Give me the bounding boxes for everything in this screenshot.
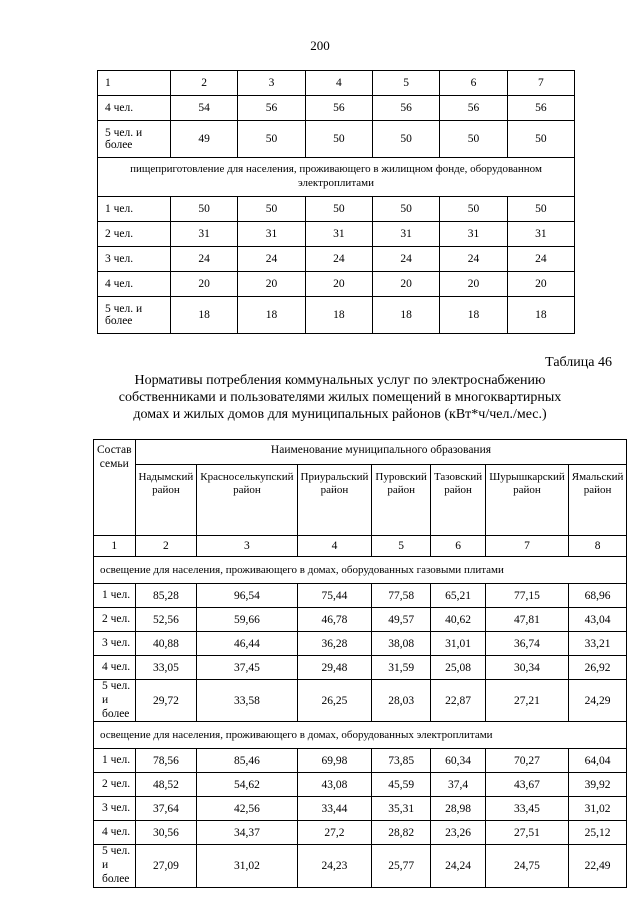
table-cell: 27,21 — [486, 680, 569, 722]
row-label: 3 чел. — [98, 247, 171, 272]
table-cell: 25,08 — [430, 656, 485, 680]
table-cell: 85,28 — [135, 584, 197, 608]
table-cell: 24 — [440, 247, 507, 272]
table-cell: 18 — [305, 297, 372, 334]
table-cell: 43,67 — [486, 773, 569, 797]
row-label: 2 чел. — [94, 773, 136, 797]
table-cell: 24,29 — [568, 680, 627, 722]
table-cell: 20 — [238, 272, 305, 297]
table-cell: 56 — [372, 96, 439, 121]
table-title: Нормативы потребления коммунальных услуг по электроснабжению собственниками и пользователями жилых помещений в многоквартирных домах и жилых домов для муниципальных районов (кВт*ч/чел./мес.) — [118, 373, 562, 422]
table-cell: 56 — [440, 96, 507, 121]
table-caption: Таблица 46 — [545, 355, 612, 370]
table-cell: 50 — [305, 121, 372, 158]
row-label: 5 чел. и более — [98, 297, 171, 334]
table-cell: 77,15 — [486, 584, 569, 608]
row-label: 4 чел. — [94, 821, 136, 845]
table-cell: 50 — [440, 121, 507, 158]
municipality-header: Надымский район — [135, 465, 197, 536]
table-cell: 43,04 — [568, 608, 627, 632]
table-cell: 54,62 — [197, 773, 297, 797]
table-cell: 20 — [440, 272, 507, 297]
row-label: 2 чел. — [94, 608, 136, 632]
table-cell: 50 — [507, 121, 574, 158]
table-cell: 35,31 — [372, 797, 431, 821]
municipality-header: Шурышкарский район — [486, 465, 569, 536]
table-cell: 23,26 — [430, 821, 485, 845]
header-cell: 4 — [305, 71, 372, 96]
municipality-header: Красноселькупский район — [197, 465, 297, 536]
table-cell: 60,34 — [430, 749, 485, 773]
municipality-header: Пуровский район — [372, 465, 431, 536]
table-cell: 22,49 — [568, 845, 627, 887]
table-cell: 28,82 — [372, 821, 431, 845]
table-cell: 24,75 — [486, 845, 569, 887]
section-row — [94, 557, 627, 584]
table-cell: 56 — [305, 96, 372, 121]
table-cell: 27,51 — [486, 821, 569, 845]
table-cell: 31 — [440, 222, 507, 247]
column-number: 3 — [197, 536, 297, 557]
table-cell: 31 — [171, 222, 238, 247]
table-cell: 50 — [372, 121, 439, 158]
table-cell: 73,85 — [372, 749, 431, 773]
table-cell: 69,98 — [297, 749, 372, 773]
table-cell: 31 — [305, 222, 372, 247]
table-cell: 68,96 — [568, 584, 627, 608]
municipality-header: Ямальский район — [568, 465, 627, 536]
column-number: 4 — [297, 536, 372, 557]
table-row — [94, 680, 627, 722]
row-label: 4 чел. — [98, 96, 171, 121]
table-cell: 50 — [305, 197, 372, 222]
table-cell: 52,56 — [135, 608, 197, 632]
table-cell: 34,37 — [197, 821, 297, 845]
table-row — [98, 197, 575, 222]
row-label: 3 чел. — [94, 632, 136, 656]
table-cell: 40,88 — [135, 632, 197, 656]
table-cell: 54 — [171, 96, 238, 121]
table-cell: 27,2 — [297, 821, 372, 845]
table-cell: 26,92 — [568, 656, 627, 680]
column-number: 6 — [430, 536, 485, 557]
top-table — [97, 70, 575, 334]
table-cell: 18 — [238, 297, 305, 334]
table-cell: 59,66 — [197, 608, 297, 632]
table-cell: 47,81 — [486, 608, 569, 632]
table-cell: 75,44 — [297, 584, 372, 608]
section-row — [98, 158, 575, 197]
table-cell: 20 — [171, 272, 238, 297]
table-cell: 31,59 — [372, 656, 431, 680]
table-cell: 22,87 — [430, 680, 485, 722]
table-cell: 50 — [238, 197, 305, 222]
section-title: освещение для населения, проживающего в домах, оборудованных электроплитами — [94, 722, 627, 749]
table-cell: 31,01 — [430, 632, 485, 656]
table-cell: 33,58 — [197, 680, 297, 722]
table-cell: 24 — [305, 247, 372, 272]
table-cell: 38,08 — [372, 632, 431, 656]
table-cell: 29,48 — [297, 656, 372, 680]
table-cell: 30,56 — [135, 821, 197, 845]
table-cell: 42,56 — [197, 797, 297, 821]
table-row — [94, 773, 627, 797]
municipality-header: Приуральский район — [297, 465, 372, 536]
section-title: пищеприготовление для населения, проживающего в жилищном фонде, оборудованном электроплитами — [98, 158, 575, 197]
header-cell: 6 — [440, 71, 507, 96]
table-cell: 96,54 — [197, 584, 297, 608]
column-number: 7 — [486, 536, 569, 557]
table-cell: 50 — [372, 197, 439, 222]
column-number: 8 — [568, 536, 627, 557]
table-row — [94, 821, 627, 845]
column-number: 5 — [372, 536, 431, 557]
table-cell: 36,74 — [486, 632, 569, 656]
row-label: 3 чел. — [94, 797, 136, 821]
table-cell: 27,09 — [135, 845, 197, 887]
table-row — [98, 247, 575, 272]
table-cell: 37,45 — [197, 656, 297, 680]
row-label: 5 чел. и более — [98, 121, 171, 158]
table-cell: 33,44 — [297, 797, 372, 821]
table-cell: 50 — [238, 121, 305, 158]
section-row — [94, 722, 627, 749]
header-cell: 5 — [372, 71, 439, 96]
table-cell: 64,04 — [568, 749, 627, 773]
table-cell: 31 — [238, 222, 305, 247]
table-row — [94, 797, 627, 821]
section-title: освещение для населения, проживающего в домах, оборудованных газовыми плитами — [94, 557, 627, 584]
table-cell: 30,34 — [486, 656, 569, 680]
table-cell: 49 — [171, 121, 238, 158]
col-family-header: Состав семьи — [94, 440, 136, 536]
row-label: 4 чел. — [94, 656, 136, 680]
table-row — [98, 96, 575, 121]
main-table — [93, 439, 627, 888]
table-cell: 78,56 — [135, 749, 197, 773]
table-row — [94, 608, 627, 632]
table-cell: 39,92 — [568, 773, 627, 797]
table-cell: 31 — [372, 222, 439, 247]
table-cell: 18 — [440, 297, 507, 334]
table-cell: 24 — [238, 247, 305, 272]
table-cell: 24 — [372, 247, 439, 272]
header-cell: 1 — [98, 71, 171, 96]
table-cell: 18 — [171, 297, 238, 334]
row-label: 1 чел. — [98, 197, 171, 222]
page-number: 200 — [310, 38, 330, 53]
column-number: 2 — [135, 536, 197, 557]
table-row — [94, 749, 627, 773]
table-cell: 65,21 — [430, 584, 485, 608]
table-cell: 29,72 — [135, 680, 197, 722]
table-cell: 56 — [507, 96, 574, 121]
table-row — [94, 845, 627, 887]
table-row — [98, 121, 575, 158]
header-row — [98, 71, 575, 96]
table-cell: 24 — [171, 247, 238, 272]
table-cell: 28,03 — [372, 680, 431, 722]
row-label: 1 чел. — [94, 584, 136, 608]
row-label: 1 чел. — [94, 749, 136, 773]
table-cell: 24,23 — [297, 845, 372, 887]
table-cell: 50 — [171, 197, 238, 222]
table-cell: 20 — [507, 272, 574, 297]
header-cell: 7 — [507, 71, 574, 96]
table-cell: 25,77 — [372, 845, 431, 887]
table-cell: 20 — [372, 272, 439, 297]
table-cell: 31,02 — [568, 797, 627, 821]
table-row — [98, 222, 575, 247]
table-cell: 70,27 — [486, 749, 569, 773]
table-cell: 56 — [238, 96, 305, 121]
header-cell: 2 — [171, 71, 238, 96]
table-row — [98, 297, 575, 334]
table-cell: 37,4 — [430, 773, 485, 797]
table-cell: 46,44 — [197, 632, 297, 656]
table-row — [94, 656, 627, 680]
col-group-header: Наименование муниципального образования — [135, 440, 627, 465]
table-cell: 31 — [507, 222, 574, 247]
table-cell: 85,46 — [197, 749, 297, 773]
row-label: 5 чел. и более — [94, 680, 136, 722]
table-cell: 46,78 — [297, 608, 372, 632]
table-cell: 25,12 — [568, 821, 627, 845]
table-cell: 26,25 — [297, 680, 372, 722]
table-cell: 24 — [507, 247, 574, 272]
table-row — [94, 584, 627, 608]
table-cell: 33,21 — [568, 632, 627, 656]
table-cell: 49,57 — [372, 608, 431, 632]
table-cell: 33,05 — [135, 656, 197, 680]
table-cell: 43,08 — [297, 773, 372, 797]
table-row — [94, 632, 627, 656]
table-cell: 36,28 — [297, 632, 372, 656]
table-cell: 28,98 — [430, 797, 485, 821]
table-cell: 33,45 — [486, 797, 569, 821]
table-cell: 45,59 — [372, 773, 431, 797]
table-cell: 18 — [372, 297, 439, 334]
table-cell: 37,64 — [135, 797, 197, 821]
table-cell: 24,24 — [430, 845, 485, 887]
table-cell: 40,62 — [430, 608, 485, 632]
table-cell: 48,52 — [135, 773, 197, 797]
table-cell: 50 — [440, 197, 507, 222]
table-cell: 50 — [507, 197, 574, 222]
table-cell: 18 — [507, 297, 574, 334]
row-label: 4 чел. — [98, 272, 171, 297]
table-cell: 20 — [305, 272, 372, 297]
table-cell: 31,02 — [197, 845, 297, 887]
column-number: 1 — [94, 536, 136, 557]
header-cell: 3 — [238, 71, 305, 96]
municipality-header: Тазовский район — [430, 465, 485, 536]
table-row — [98, 272, 575, 297]
row-label: 5 чел. и более — [94, 845, 136, 887]
table-cell: 77,58 — [372, 584, 431, 608]
row-label: 2 чел. — [98, 222, 171, 247]
